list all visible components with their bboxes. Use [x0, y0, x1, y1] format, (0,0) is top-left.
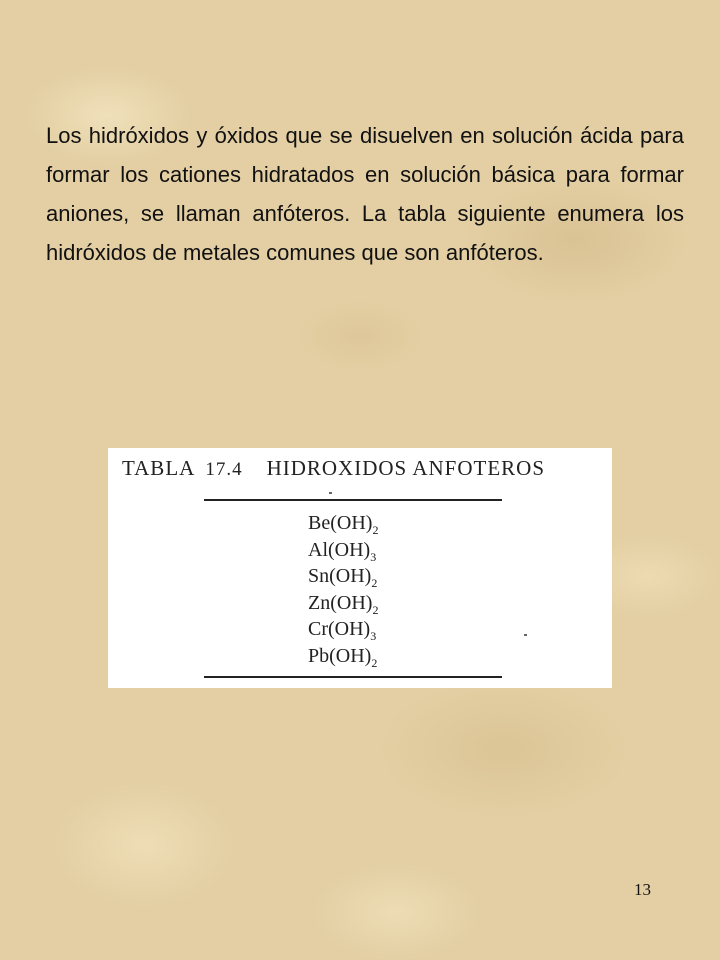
table-heading: HIDROXIDOS ANFOTEROS: [266, 456, 546, 480]
formula-subscript: 2: [372, 602, 379, 617]
formula-element: Be: [308, 512, 331, 534]
formula-subscript: 2: [371, 576, 378, 590]
table-top-rule: [204, 499, 502, 501]
table-number: 17.4: [205, 459, 243, 480]
scan-speck: [329, 492, 332, 494]
formula-subscript: 2: [371, 655, 378, 670]
table-label: TABLA: [122, 456, 196, 480]
amphoteric-hydroxides-table: [108, 448, 612, 688]
formula-row: [308, 563, 378, 590]
formula-group: (OH): [328, 618, 371, 640]
formula-element: Sn: [308, 565, 330, 587]
formula-element: Al: [308, 538, 328, 561]
formula-row: [308, 537, 378, 564]
table-bottom-rule: [204, 676, 502, 678]
formula-row: [308, 616, 378, 643]
formula-row: [308, 590, 378, 617]
formula-element: Zn: [308, 591, 331, 614]
formula-group: (OH): [330, 591, 373, 614]
formula-element: Pb: [308, 644, 330, 667]
formula-row: [308, 643, 378, 670]
formula-subscript: 3: [370, 549, 377, 564]
formula-group: (OH): [330, 512, 373, 534]
formula-subscript: 3: [370, 629, 377, 643]
formula-group: (OH): [329, 565, 372, 587]
table-title: [122, 456, 545, 481]
formula-row: [308, 510, 378, 537]
formula-group: (OH): [329, 644, 372, 667]
formula-element: Cr: [308, 618, 328, 640]
body-paragraph: Los hidróxidos y óxidos que se disuelven en solución ácida para formar los cationes hidratados en solución básica para formar aniones, se llaman anfóteros. La tabla siguiente enumera los hidróxidos de metales comunes que son anfóteros.: [46, 123, 684, 265]
formula-group: (OH): [328, 538, 371, 561]
formula-list: [308, 510, 378, 669]
formula-subscript: 2: [372, 523, 379, 537]
scan-speck: [524, 634, 527, 636]
page-number: 13: [634, 880, 651, 899]
